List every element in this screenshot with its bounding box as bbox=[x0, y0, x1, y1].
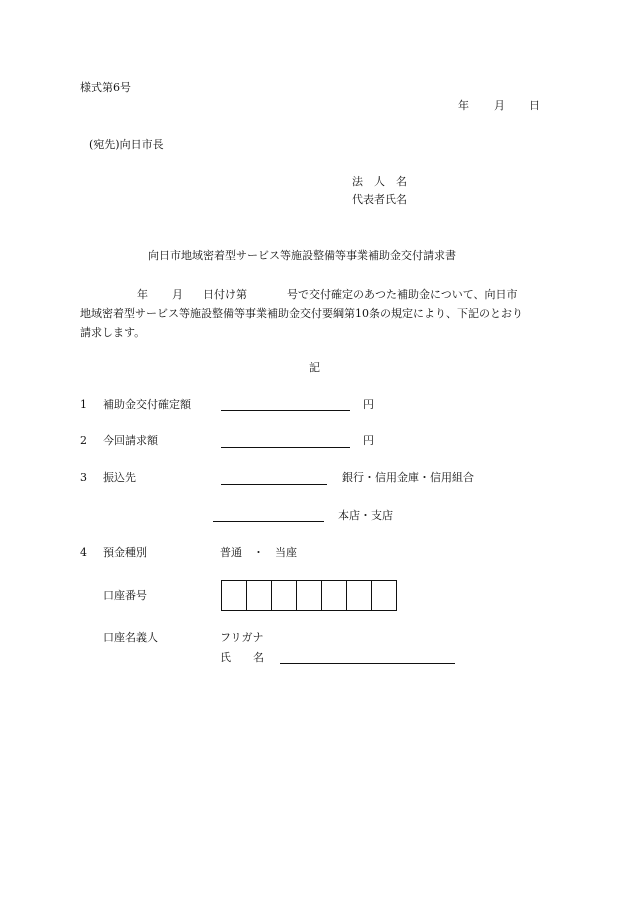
account-digit-box[interactable] bbox=[272, 581, 297, 610]
branch-name-field[interactable] bbox=[213, 521, 324, 522]
form-number: 様式第6号 bbox=[80, 81, 131, 94]
holder-name-field[interactable] bbox=[280, 663, 455, 664]
date-year-label: 年 bbox=[458, 99, 469, 112]
deposit-type-options: 普通 ・ 当座 bbox=[220, 546, 297, 559]
item-1-label: 補助金交付確定額 bbox=[103, 398, 191, 411]
request-body-line-1: 年 月 日付け第 号で交付確定のあつた補助金について、向日市 bbox=[137, 288, 518, 301]
document-title: 向日市地域密着型サービス等施設整備等事業補助金交付請求書 bbox=[148, 249, 456, 262]
item-1-unit: 円 bbox=[363, 398, 374, 411]
item-2-unit: 円 bbox=[363, 434, 374, 447]
item-1-amount-field[interactable] bbox=[221, 410, 350, 411]
corp-name-label: 法 人 名 bbox=[352, 175, 407, 188]
account-number-boxes bbox=[221, 580, 397, 611]
addressee: (宛先)向日市長 bbox=[89, 138, 164, 151]
date-month-label: 月 bbox=[494, 99, 505, 112]
request-body bbox=[80, 285, 556, 342]
item-3-label: 振込先 bbox=[103, 471, 136, 484]
request-body-line-2: 地域密着型サービス等施設整備等事業補助金交付要綱第10条の規定により、下記のとおり bbox=[80, 307, 523, 320]
bank-name-field[interactable] bbox=[221, 484, 327, 485]
item-2-label: 今回請求額 bbox=[103, 434, 158, 447]
holder-name-label: 氏 名 bbox=[220, 651, 264, 664]
item-3-number: 3 bbox=[80, 471, 87, 484]
date-day-label: 日 bbox=[529, 99, 540, 112]
branch-type-options: 本店・支店 bbox=[338, 509, 393, 522]
account-digit-box[interactable] bbox=[322, 581, 347, 610]
account-digit-box[interactable] bbox=[247, 581, 272, 610]
item-4-label: 預金種別 bbox=[103, 546, 147, 559]
item-4-number: 4 bbox=[80, 546, 87, 559]
bank-type-options: 銀行・信用金庫・信用組合 bbox=[342, 471, 474, 484]
request-body-line-3: 請求します。 bbox=[80, 326, 146, 339]
account-digit-box[interactable] bbox=[222, 581, 247, 610]
account-digit-box[interactable] bbox=[372, 581, 396, 610]
ki-heading: 記 bbox=[309, 361, 320, 374]
item-1-number: 1 bbox=[80, 398, 87, 411]
account-digit-box[interactable] bbox=[297, 581, 322, 610]
account-digit-box[interactable] bbox=[347, 581, 372, 610]
item-2-amount-field[interactable] bbox=[221, 447, 350, 448]
item-2-number: 2 bbox=[80, 434, 87, 447]
furigana-label: フリガナ bbox=[220, 631, 264, 644]
account-holder-label: 口座名義人 bbox=[103, 631, 158, 644]
account-number-label: 口座番号 bbox=[103, 589, 147, 602]
representative-name-label: 代表者氏名 bbox=[352, 193, 407, 206]
